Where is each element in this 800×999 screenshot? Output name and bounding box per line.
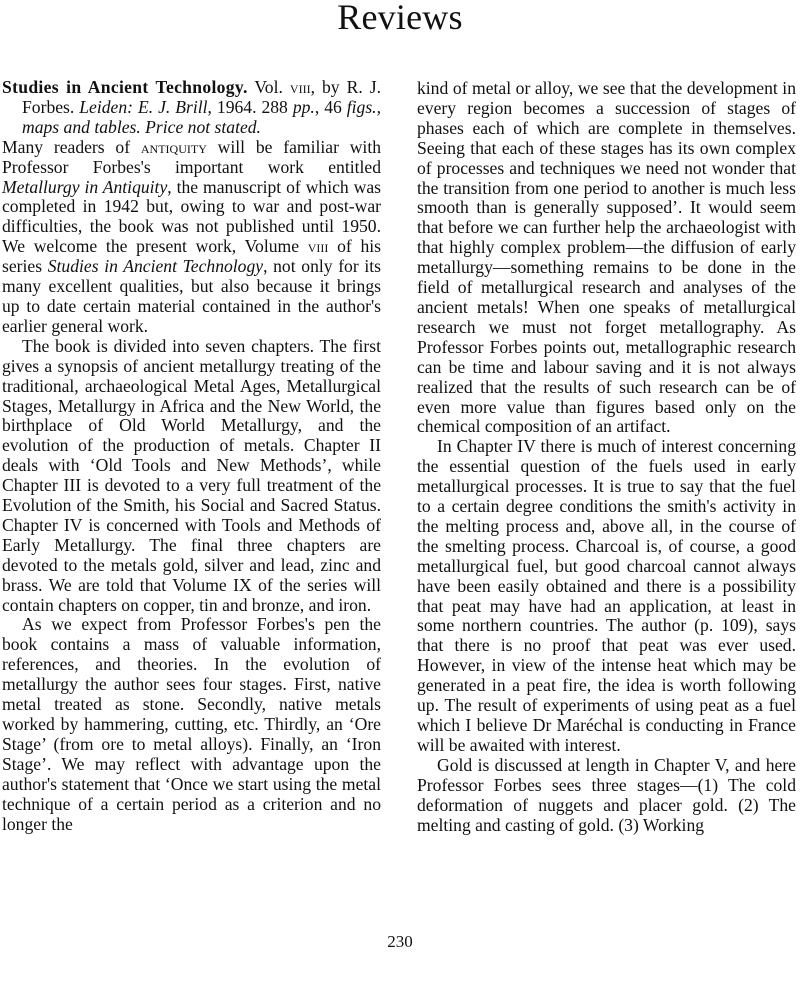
paragraph: As we expect from Professor Forbes's pen the book contains a mass of valuable information, references, and theories. In the evolution of metallurgy the author sees four stages. First, native metal treated as stone. Secondly, native metals worked by hammering, cutting, etc. Thirdly, an ‘Ore Stage’ (from ore to metal alloys). Finally, an ‘Iron Stage’. We may reflect with advantage upon the author's statement that ‘Once we start using the metal technique of a certain period as a criterion and no longer the <box>2 614 381 834</box>
publisher: Leiden: E. J. Brill <box>79 96 208 117</box>
book-title: Studies in Ancient Technology. <box>2 77 248 97</box>
review-heading: Studies in Ancient Technology. Vol. viii, by R. J. Forbes. Leiden: E. J. Brill, 1964. 288 pp., 46 figs., maps and tables. Price not stated. <box>2 77 381 137</box>
paragraph: Gold is discussed at length in Chapter V, and here Professor Forbes sees three stages—(1) The cold deformation of nuggets and placer gold. (2) The melting and casting of gold. (3) Working <box>417 754 796 835</box>
paragraph: The book is divided into seven chapters. The first gives a synopsis of ancient metallurgy treating of the traditional, archaeological Metal Ages, Metallurgical Stages, Metallurgy in Africa and the New World, the birthplace of Old World Metallurgy, and the evolution of the production of metals. Chapter II deals with ‘Old Tools and New Methods’, while Chapter III is devoted to a very full treatment of the Evolution of the Smith, his Social and Sacred Status. Chapter IV is concerned with Tools and Methods of Early Metallurgy. The final three chapters are devoted to the metals gold, silver and lead, zinc and brass. We are told that Volume IX of the series will contain chapters on copper, tin and bronze, and iron. <box>2 335 381 615</box>
left-column <box>2 78 381 834</box>
volume-number: viii <box>289 77 311 97</box>
page-number: 230 <box>387 932 413 951</box>
paragraph: Many readers of antiquity will be familiar with Professor Forbes's important work entitled Metallurgy in Antiquity, the manuscript of which was completed in 1942 but, owing to war and post-war difficulties, the book was not published until 1950. We welcome the present work, Volume viii of his series Studies in Ancient Technology, not only for its many excellent qualities, but also because it brings up to date certain material contained in the author's earlier general work. <box>2 136 382 336</box>
journal-name: antiquity <box>140 136 207 157</box>
right-column <box>417 79 796 835</box>
paragraph: kind of metal or alloy, we see that the development in every region becomes a succession of stages of phases each of which are complete in themselves. Seeing that each of these stages has its own complex of processes and techniques we need not wonder that the transition from one period to another is much less smooth than is generally supposed’. It would seem that before we can further help the archaeologist with that highly complex problem—the diffusion of early metallurgy—something remains to be done in the field of metallurgical research and analyses of the ancient metals! When one speaks of metallurgical research we must not forget metallography. As Professor Forbes points out, metallographic research can be time and labour saving and it is not always realized that the results of such research can be of even more value than figures based only on the chemical composition of an artifact. <box>417 78 796 437</box>
page-title: Reviews <box>337 0 463 37</box>
paragraph: In Chapter IV there is much of interest concerning the essential question of the fuels used in early metallurgical processes. It is true to say that the fuel to a certain degree conditions the smith's activity in the melting process and, above all, in the course of the smelting process. Charcoal is, of course, a good metallurgical fuel, but good charcoal cannot always have been easily obtained and there is a possibility that peat may have had an application, at least in some northern countries. The author (p. 109), says that there is no proof that peat was ever used. However, in view of the intense heat which may be generated in a peat fire, the idea is worth following up. The result of experiments of using peat as a fuel which I believe Dr Maréchal is conducting in France will be awaited with interest. <box>417 436 796 755</box>
